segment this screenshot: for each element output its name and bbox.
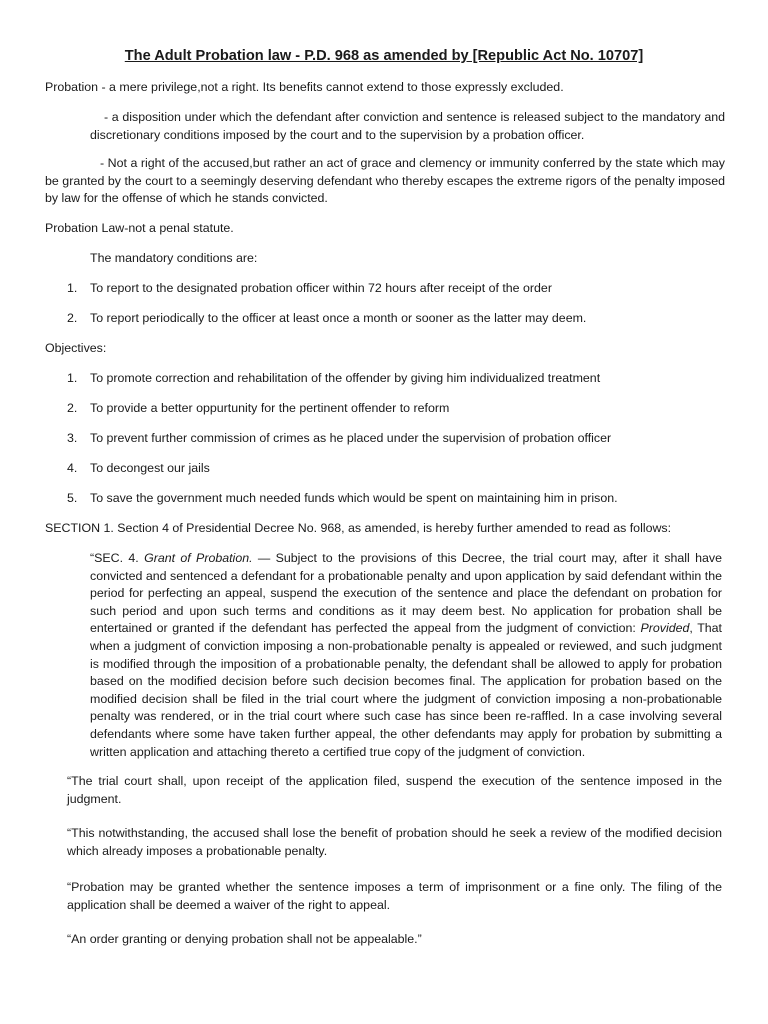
objectives-heading: Objectives:	[45, 341, 107, 355]
list-text: To report to the designated probation officer within 72 hours after receipt of the order	[90, 281, 552, 295]
sec4-body-b: , That when a judgment of conviction imposing a non-probationable penalty is appealed or reviewed, and such judgment is modified through the imposition of a probationable penalty, the defendant shall be allowed to apply for probation based on the modified decision before such decision becomes final. The application for probation based on the modified decision shall be filed in the trial court where the judgment of conviction imposing a non-probationable penalty was rendered, or in the trial court where such case has since been re-raffled. In a case involving several defendants where some have taken further appeal, the other defendants may apply for probation by submitting a written application and attaching thereto a certified true copy of the judgment of conviction.	[90, 621, 722, 759]
list-number: 4.	[67, 461, 78, 475]
section-1-heading: SECTION 1. Section 4 of Presidential Decree No. 968, as amended, is hereby further amended to read as follows:	[45, 521, 672, 535]
notwithstanding-paragraph: “This notwithstanding, the accused shall lose the benefit of probation should he seek a review of the modified decision which already imposes a probationable penalty.	[67, 826, 722, 858]
sec4-body-a: — Subject to the provisions of this Decree, the trial court may, after it shall have convicted and sentenced a defendant for a probationable penalty and upon application by said defendant within the period for perfecting an appeal, suspend the execution of the sentence and place the defendant on probation for such period and upon such terms and conditions as it may deem best. No application for probation shall be entertained or granted if the defendant has perfected the appeal from the judgment of conviction:	[90, 551, 722, 636]
fine-paragraph: “Probation may be granted whether the sentence imposes a term of imprisonment or a fine only. The filing of the application shall be deemed a waiver of the right to appeal.	[67, 880, 722, 912]
section-4-paragraph	[90, 550, 722, 761]
list-text: To decongest our jails	[90, 461, 210, 475]
list-text: To promote correction and rehabilitation of the offender by giving him individualized treatment	[90, 371, 601, 385]
sec4-prefix: “SEC. 4.	[90, 551, 139, 565]
order-paragraph: “An order granting or denying probation shall not be appealable.”	[67, 932, 422, 946]
list-number: 5.	[67, 491, 78, 505]
sec4-provided: Provided	[640, 621, 690, 636]
probation-definition: Probation - a mere privilege,not a right. Its benefits cannot extend to those expressly excluded.	[45, 80, 564, 94]
trial-court-paragraph: “The trial court shall, upon receipt of the application filed, suspend the execution of the sentence imposed in the judgment.	[67, 774, 722, 806]
list-number: 2.	[67, 401, 78, 415]
list-text: To prevent further commission of crimes as he placed under the supervision of probation officer	[90, 431, 612, 445]
list-number: 2.	[67, 311, 78, 325]
document-title: The Adult Probation law - P.D. 968 as amended by [Republic Act No. 10707]	[124, 48, 644, 64]
not-right-paragraph: - Not a right of the accused,but rather an act of grace and clemency or immunity conferred by the state which may be granted by the court to a seemingly deserving defendant who thereby escapes the extreme rigors of the penalty imposed by law for the offense of which he stands convicted.	[45, 156, 725, 206]
list-text: To provide a better oppurtunity for the pertinent offender to reform	[90, 401, 450, 415]
not-penal-statute: Probation Law-not a penal statute.	[45, 221, 234, 235]
list-text: To save the government much needed funds which would be spent on maintaining him in prison.	[90, 491, 618, 505]
list-number: 3.	[67, 431, 78, 445]
disposition-paragraph: - a disposition under which the defendant after conviction and sentence is released subject to the mandatory and discretionary conditions imposed by the court and to the supervision by a probation officer.	[90, 110, 725, 142]
list-number: 1.	[67, 371, 78, 385]
list-text: To report periodically to the officer at least once a month or sooner as the latter may deem.	[90, 311, 587, 325]
sec4-heading: Grant of Probation.	[144, 551, 253, 565]
mandatory-conditions-heading: The mandatory conditions are:	[90, 251, 258, 265]
list-number: 1.	[67, 281, 78, 295]
